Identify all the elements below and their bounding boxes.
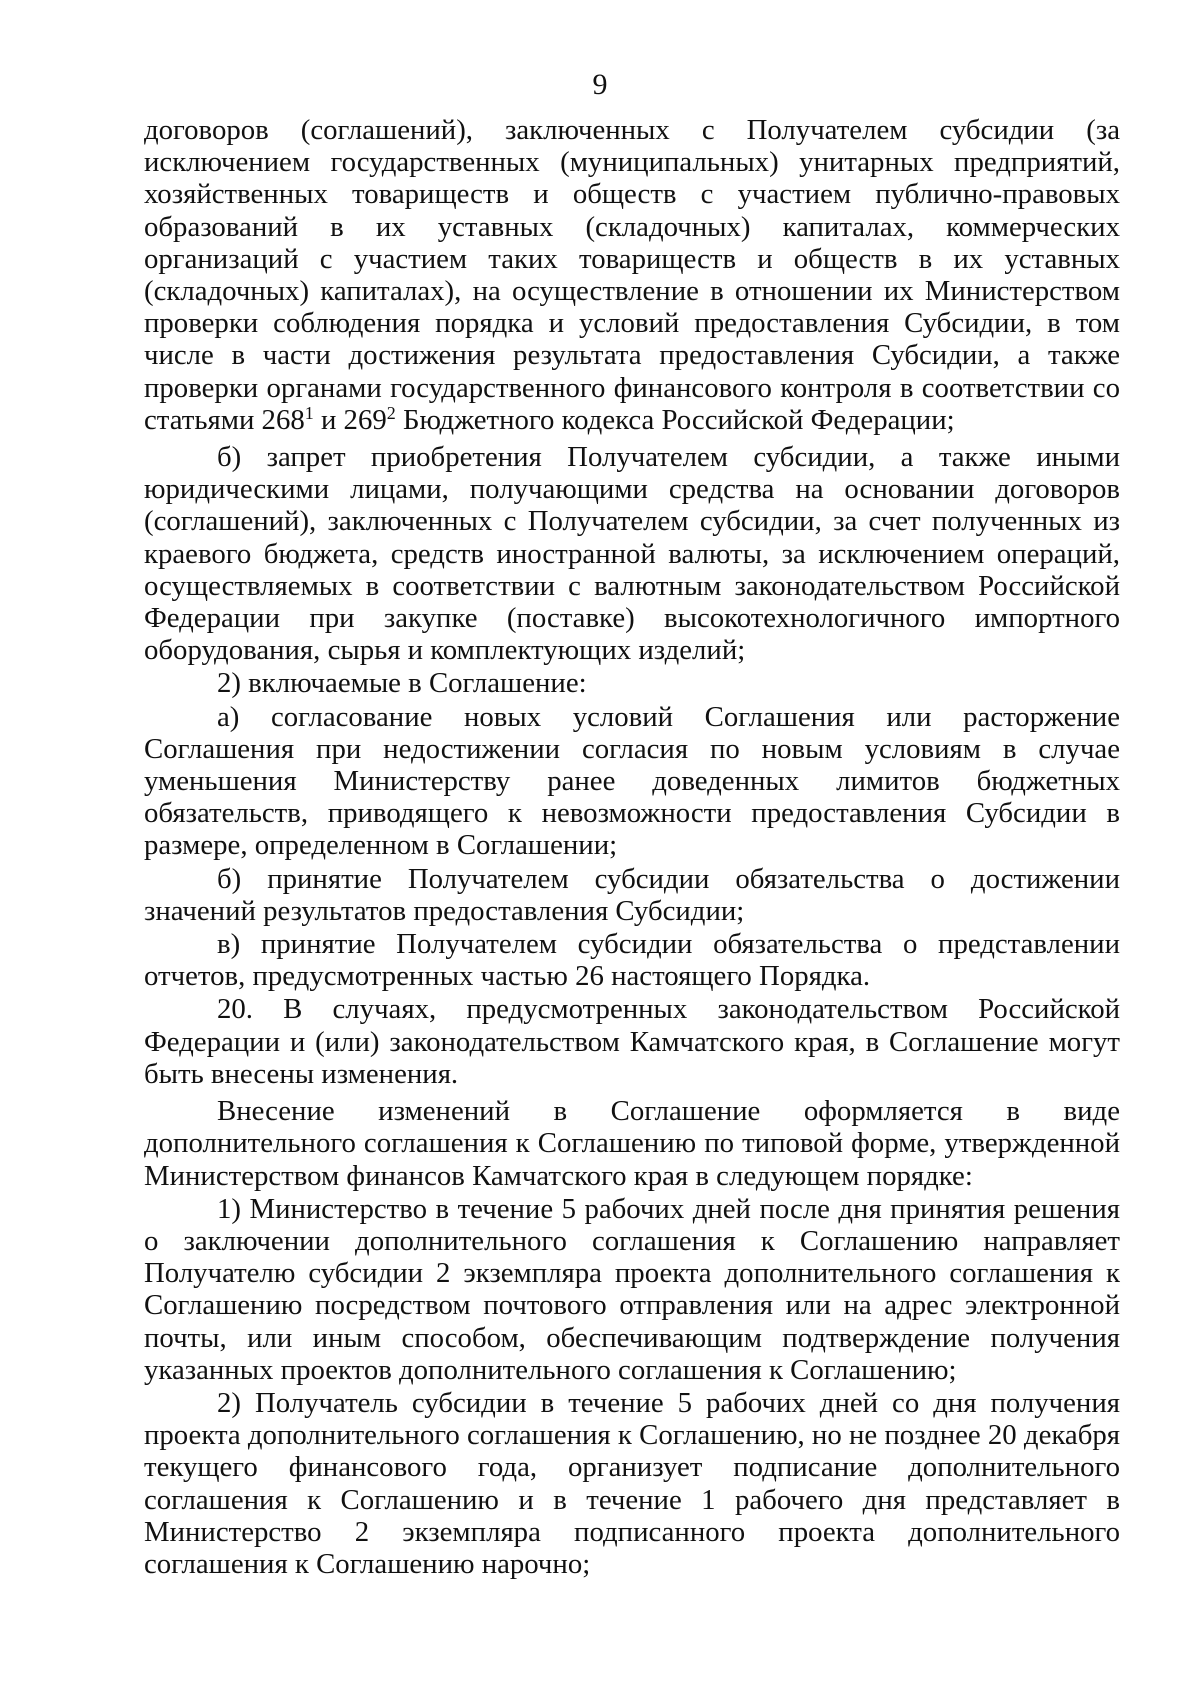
paragraph-text: Бюджетного кодекса Российской Федерации; — [395, 403, 955, 436]
page-number: 9 — [592, 68, 608, 101]
paragraph-currency-ban: б) запрет приобретения Получателем субсидии, а также иными юридическими лицами, получающими средства на основании договоров (соглашений), заключенных с Получателем субсидии, за счет полученных из краевого бюджета, средств иностранной валюты, за исключением операций, осуществляемых в соответствии с валютным законодательством Российской Федерации при закупке (поставке) высокотехнологичного импортного оборудования, сырья и комплектующих изделий; — [144, 441, 1120, 667]
paragraph-included-in-agreement: 2) включаемые в Соглашение: — [217, 667, 587, 700]
paragraph-text: и 269 — [313, 403, 387, 436]
paragraph-item-a: а) согласование новых условий Соглашения или расторжение Соглашения при недостижении согласия по новым условиям в случае уменьшения Министерству ранее доведенных лимитов бюджетных обязательств, приводящего к невозможности предоставления Субсидии в размере, определенном в Соглашении; — [144, 700, 1120, 862]
paragraph-text: договоров (соглашений), заключенных с Получателем субсидии (за исключением государственных (муниципальных) унитарных предприятий, хозяйственных товариществ и обществ с участием публично-правовых образований в их уставных (складочных) капиталах, коммерческих организаций с участием таких товариществ и обществ в их уставных (складочных) капиталах), на осуществление в отношении их Министерством проверки соблюдения порядка и условий предоставления Субсидии, в том числе в части достижения результата предоставления Субсидии, а также проверки органами государственного финансового контроля в соответствии со статьями 268 — [144, 114, 1120, 436]
document-body — [144, 114, 1120, 1580]
paragraph-step-1: 1) Министерство в течение 5 рабочих дней после дня принятия решения о заключении дополнительного соглашения к Соглашению направляет Получателю субсидии 2 экземпляра проекта дополнительного соглашения к Соглашению посредством почтового отправления или на адрес электронной почты, или иным способом, обеспечивающим подтверждение получения указанных проектов дополнительного соглашения к Соглашению; — [144, 1192, 1120, 1386]
paragraph-contract-control — [144, 114, 1120, 436]
superscript: 1 — [304, 402, 314, 423]
paragraph-item-b: б) принятие Получателем субсидии обязательства о достижении значений результатов предоставления Субсидии; — [144, 862, 1120, 927]
superscript: 2 — [386, 402, 396, 423]
paragraph-section-20: 20. В случаях, предусмотренных законодательством Российской Федерации и (или) законодательством Камчатского края, в Соглашение могут быть внесены изменения. — [144, 993, 1120, 1090]
paragraph-item-v: в) принятие Получателем субсидии обязательства о представлении отчетов, предусмотренных частью 26 настоящего Порядка. — [144, 928, 1120, 993]
paragraph-step-2: 2) Получатель субсидии в течение 5 рабочих дней со дня получения проекта дополнительного соглашения к Соглашению, но не позднее 20 декабря текущего финансового года, организует подписание дополнительного соглашения к Соглашению и в течение 1 рабочего дня представляет в Министерство 2 экземпляра подписанного проекта дополнительного соглашения к Соглашению нарочно; — [144, 1386, 1120, 1580]
paragraph-amendment-procedure: Внесение изменений в Соглашение оформляется в виде дополнительного соглашения к Соглашению по типовой форме, утвержденной Министерством финансов Камчатского края в следующем порядке: — [144, 1095, 1120, 1192]
